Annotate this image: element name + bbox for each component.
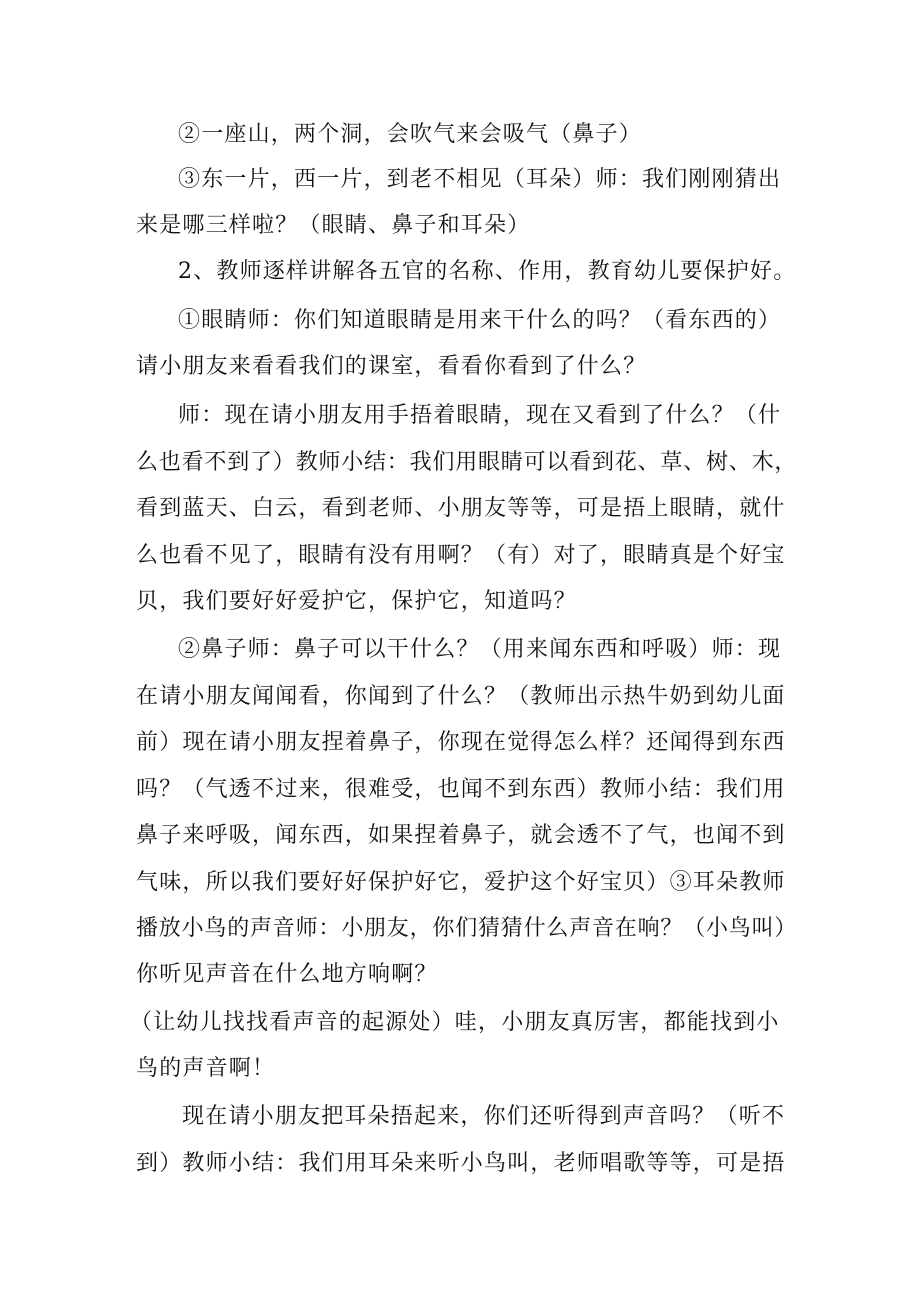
text-line: 在请小朋友闻闻看，你闻到了什么？（教师出示热牛奶到幼儿面 [136, 684, 786, 709]
text-line: ③东一片，西一片，到老不相见（耳朵）师：我们刚刚猜出 [178, 167, 782, 192]
text-line: 鼻子来呼吸，闻东西，如果捏着鼻子，就会透不了气，也闻不到 [136, 823, 786, 848]
text-line: 吗？（气透不过来，很难受，也闻不到东西）教师小结：我们用 [136, 777, 786, 802]
text-line: 师：现在请小朋友用手捂着眼睛，现在又看到了什么？（什 [178, 403, 782, 428]
text-line: 2、教师逐样讲解各五官的名称、作用，教育幼儿要保护好。 [178, 259, 797, 284]
text-line: ②一座山，两个洞，会吹气来会吸气（鼻子） [178, 122, 643, 147]
text-line: 前）现在请小朋友捏着鼻子，你现在觉得怎么样？还闻得到东西 [136, 730, 786, 755]
text-line: 请小朋友来看看我们的课室，看看你看到了什么？ [136, 354, 647, 379]
text-line: 播放小鸟的声音师：小朋友，你们猜猜什么声音在响？（小鸟叫） [136, 916, 798, 941]
text-line: 么也看不到了）教师小结：我们用眼睛可以看到花、草、树、木， [136, 450, 798, 475]
text-line: 来是哪三样啦？（眼睛、鼻子和耳朵） [136, 213, 531, 238]
text-line: 么也看不见了，眼睛有没有用啊？（有）对了，眼睛真是个好宝 [136, 543, 786, 568]
text-line: ①眼睛师：你们知道眼睛是用来干什么的吗？（看东西的） [178, 308, 782, 333]
text-line: 你听见声音在什么地方响啊？ [136, 962, 438, 987]
text-line: 气味，所以我们要好好保护好它，爱护这个好宝贝）③耳朵教师 [136, 870, 786, 895]
text-line: （让幼儿找找看声音的起源处）哇，小朋友真厉害，都能找到小 [130, 1010, 780, 1035]
text-line: 到）教师小结：我们用耳朵来听小鸟叫，老师唱歌等等，可是捂 [136, 1151, 786, 1176]
text-line: 鸟的声音啊！ [136, 1056, 276, 1081]
text-line: ②鼻子师：鼻子可以干什么？（用来闻东西和呼吸）师：现 [178, 637, 782, 662]
text-line: 看到蓝天、白云，看到老师、小朋友等等，可是捂上眼睛，就什 [136, 496, 786, 521]
text-line: 贝，我们要好好爱护它，保护它，知道吗？ [136, 589, 577, 614]
text-line: 现在请小朋友把耳朵捂起来，你们还听得到声音吗？（听不 [182, 1104, 786, 1129]
